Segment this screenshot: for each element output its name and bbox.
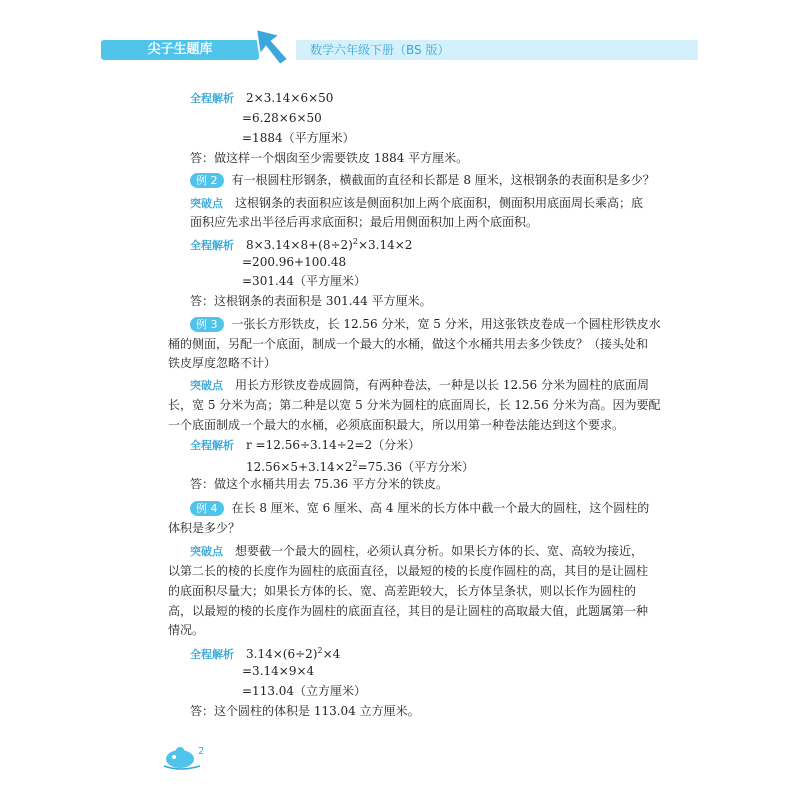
point-line: 的底面积尽量大；如果长方体的长、宽、高差距较大，长方体呈条状，则以长作为圆柱的 — [168, 584, 637, 598]
analysis-label: 全程解析 — [190, 239, 234, 252]
question-line: 体积是多少？ — [168, 521, 241, 535]
book-title-banner — [101, 40, 259, 60]
answer-line: 答：做这个水桶共用去 75.36 平方分米的铁皮。 — [190, 477, 448, 491]
point-line: 突破点 用长方形铁皮卷成圆筒，有两种卷法，一种是以长 12.56 分米为圆柱的底面周 — [190, 378, 649, 392]
subject-banner — [296, 40, 698, 60]
answer-line: 答：这个圆柱的体积是 113.04 立方厘米。 — [190, 704, 420, 718]
breakthrough-label: 突破点 — [190, 545, 223, 558]
example-badge: 例 4 — [190, 501, 224, 516]
point-line: 长，宽 5 分米为高；第二种是以宽 5 分米为圆柱的底面周长，长 12.56 分米为高。因为要配 — [168, 398, 661, 412]
calc-line: =301.44（平方厘米） — [242, 274, 367, 288]
question-line: 例 2 有一根圆柱形钢条，横截面的直径和长都是 8 厘米，这根钢条的表面积是多少？ — [190, 172, 655, 188]
calc-line: $12.56\times 5+3.14\times 2^2=75.36$（平方分米） — [246, 459, 475, 474]
point-line: 以第二长的棱的长度作为圆柱的底面直径，以最短的棱的长度作圆柱的高，其目的是让圆柱 — [168, 564, 649, 578]
arrow-up-left-icon — [250, 25, 294, 69]
calc-line: =6.28×6×50 — [242, 111, 322, 125]
point-line: 一个底面制成一个最大的水桶，必须底面积最大，所以用第一种卷法能达到这个要求。 — [168, 418, 625, 432]
calc-line: =113.04（立方厘米） — [242, 684, 367, 698]
analysis-label: 全程解析 — [190, 92, 234, 105]
point-line: 情况。 — [168, 623, 205, 637]
question-line: 例 3 一张长方形铁皮，长 12.56 分米，宽 5 分米，用这张铁皮卷成一个圆柱形铁皮水 — [190, 316, 661, 332]
calc-line: 2×3.14×6×50 — [246, 91, 334, 105]
answer-line: 答：做这样一个烟囱至少需要铁皮 1884 平方厘米。 — [190, 151, 469, 165]
example-badge: 例 2 — [190, 173, 224, 188]
point-line: 高，以最短的棱的长度作为圆柱的底面直径，其目的是让圆柱的高取最大值，此题属第一种 — [168, 604, 649, 618]
question-line: 铁皮厚度忽略不计） — [168, 356, 277, 370]
answer-line: 答：这根钢条的表面积是 301.44 平方厘米。 — [190, 294, 432, 308]
calc-line: =1884（平方厘米） — [242, 131, 355, 145]
breakthrough-label: 突破点 — [190, 197, 223, 210]
analysis-label: 全程解析 — [190, 439, 234, 452]
point-line: 突破点 想要截一个最大的圆柱，必须认真分析。如果长方体的长、宽、高较为接近， — [190, 544, 644, 558]
analysis-line — [190, 90, 333, 107]
calc-line: =3.14×9×4 — [242, 664, 315, 678]
analysis-label: 全程解析 — [190, 648, 234, 661]
mascot-icon — [162, 744, 205, 770]
question-line: 桶的侧面，另配一个底面，制成一个最大的水桶，做这个水桶共用去多少铁皮？（接头处和 — [168, 337, 649, 351]
calc-line: =200.96+100.48 — [242, 255, 347, 269]
breakthrough-label: 突破点 — [190, 379, 223, 392]
analysis-line: 全程解析 $3.14\times(6\div 2)^2\times 4$ — [190, 646, 341, 661]
point-line: 突破点 这根钢条的表面积应该是侧面积加上两个底面积，侧面积用底面周长乘高；底 — [190, 196, 644, 210]
page-number: 2 — [198, 746, 205, 757]
subject-title: 数学六年级下册（BS 版） — [310, 43, 450, 57]
book-title: 尖子生题库 — [147, 42, 213, 57]
analysis-line: 全程解析 $8\times 3.14\times 8+(8\div 2)^2\times 3.14\times 2$ — [190, 237, 413, 252]
question-line: 例 4 在长 8 厘米、宽 6 厘米、高 4 厘米的长方体中截一个最大的圆柱，这个圆柱的 — [190, 500, 649, 516]
point-line: 面积应先求出半径后再求底面积；最后用侧面积加上两个底面积。 — [190, 215, 539, 229]
analysis-line: 全程解析 r =12.56÷3.14÷2=2（分米） — [190, 438, 421, 452]
example-badge: 例 3 — [190, 317, 224, 332]
